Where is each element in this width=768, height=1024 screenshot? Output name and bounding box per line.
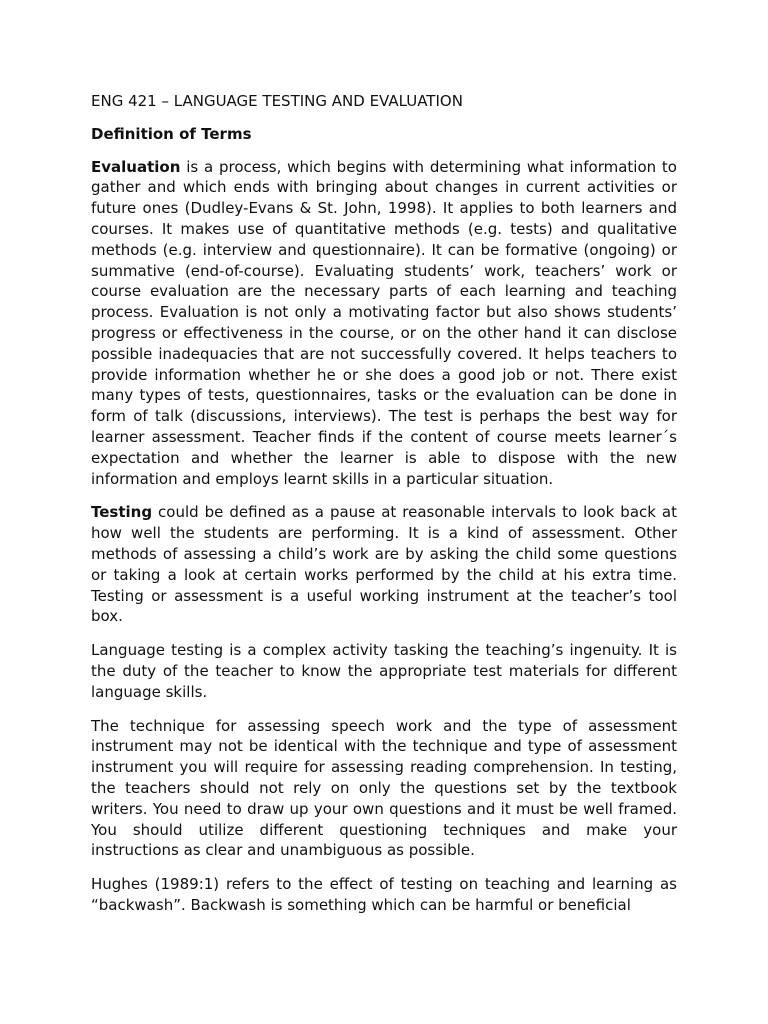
paragraph-text: is a process, which begins with determining what information to gather and which ends with bringing about changes in current activities or future ones (Dudley-Evans & St. John, 1998). It applies to both learners and courses. It makes use of quantitative methods (e.g. tests) and qualitative methods (e.g. interview and questionnaire). It can be formative (ongoing) or summative (end-of-course). Evaluating students’ work, teachers’ work or course evaluation are the necessary parts of each learning and teaching process. Evaluation is not only a motivating factor but also shows students’ progress or effectiveness in the course, or on the other hand it can disclose possible inadequacies that are not successfully covered. It helps teachers to provide information whether he or she does a good job or not. There exist many types of tests, questionnaires, tasks or the evaluation can be done in form of talk (discussions, interviews). The test is perhaps the best way for learner assessment. Teacher finds if the content of course meets learner´s expectation and whether the learner is able to dispose with the new information and employs learnt skills in a particular situation. xyxy=(91,157,677,488)
paragraph-language-testing xyxy=(91,640,677,702)
paragraph-backwash xyxy=(91,874,677,916)
course-title: ENG 421 – LANGUAGE TESTING AND EVALUATION xyxy=(91,92,463,110)
paragraph-text: could be defined as a pause at reasonable intervals to look back at how well the students are performing. It is a kind of assessment. Other methods of assessing a child’s work are by asking the child some questions or taking a look at certain works performed by the child at his extra time. Testing or assessment is a useful working instrument at the teacher’s tool box. xyxy=(91,503,677,626)
term-testing: Testing xyxy=(91,503,153,522)
paragraph-text: Hughes (1989:1) refers to the effect of testing on teaching and learning as “backwash”. Backwash is something which can be harmful or beneficial xyxy=(91,875,677,914)
paragraph-text: Language testing is a complex activity tasking the teaching’s ingenuity. It is the duty of the teacher to know the appropriate test materials for different language skills. xyxy=(91,641,677,701)
document-page xyxy=(91,91,677,929)
paragraph-evaluation xyxy=(91,157,677,490)
section-heading: Definition of Terms xyxy=(91,124,252,143)
paragraph-text: The technique for assessing speech work and the type of assessment instrument may not be identical with the technique and type of assessment instrument you will require for assessing reading comprehension. In testing, the teachers should not rely on only the questions set by the textbook writers. You need to draw up your own questions and it must be well framed. You should utilize different questioning techniques and make your instructions as clear and unambiguous as possible. xyxy=(91,716,677,860)
paragraph-technique xyxy=(91,716,677,862)
paragraph-testing xyxy=(91,502,677,627)
term-evaluation: Evaluation xyxy=(91,157,181,176)
